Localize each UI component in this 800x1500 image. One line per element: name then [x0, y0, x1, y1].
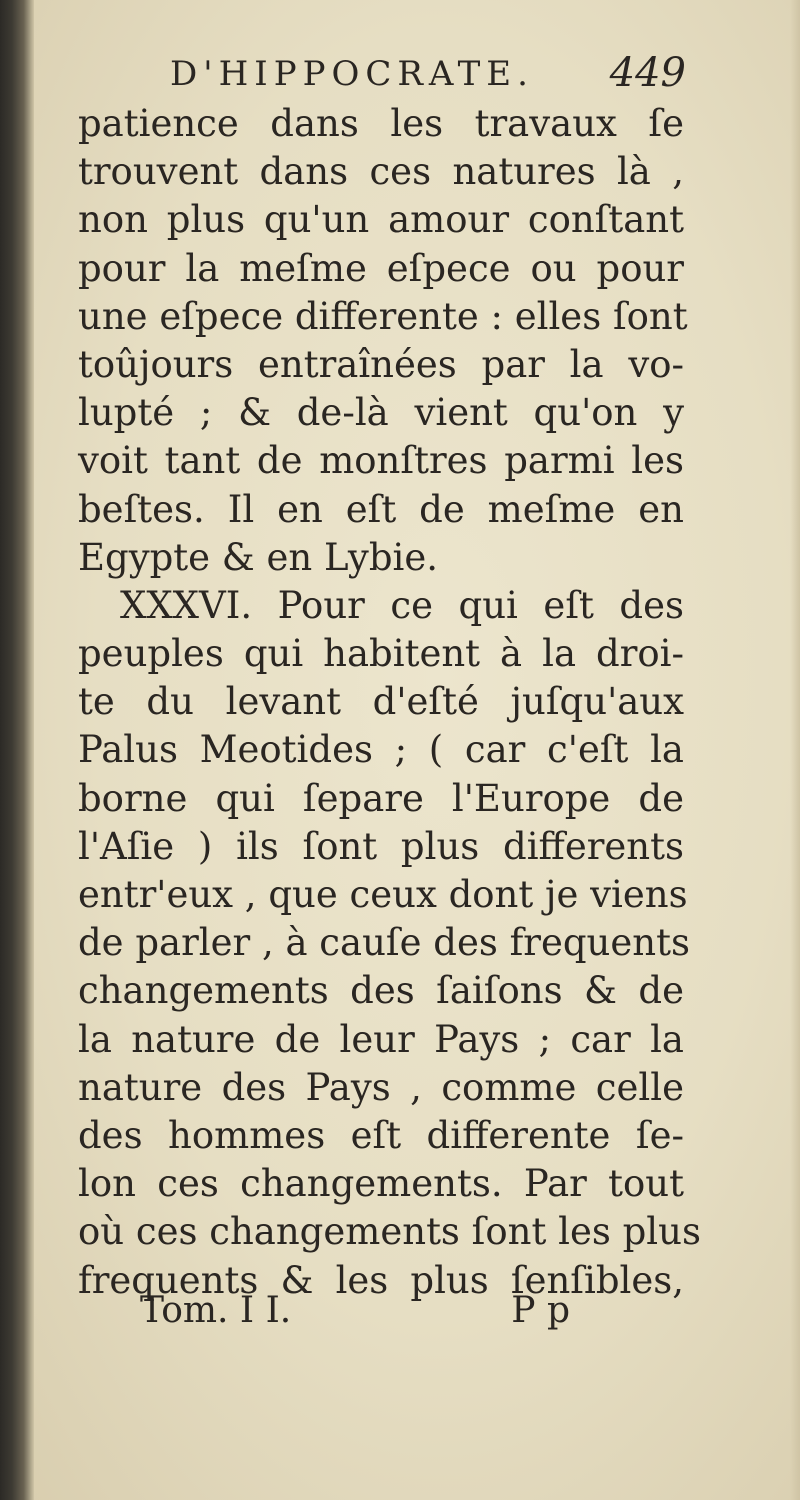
page-edge [790, 0, 800, 1500]
text-line: changements des ſaiſons & de [78, 969, 684, 1013]
text-line: frequents & les plus ſenſibles, [78, 1258, 684, 1302]
text-line: toûjours entraînées par la vo- [78, 342, 684, 386]
text-line: de parler , à cauſe des frequents [78, 921, 690, 965]
text-line: où ces changements ſont les plus [78, 1210, 701, 1254]
section-heading-line: XXXVI. Pour ce qui eſt des [120, 583, 684, 627]
text-line: la nature de leur Pays ; car la [78, 1017, 684, 1061]
page-number: 449 [609, 50, 686, 96]
text-line: des hommes eſt differente ſe- [78, 1113, 684, 1157]
book-gutter-shadow [0, 0, 34, 1500]
text-line: pour la meſme eſpece ou pour [78, 246, 684, 290]
text-line: voit tant de monſtres parmi les [78, 439, 684, 483]
text-line: Egypte & en Lybie. [78, 535, 438, 579]
page-header [80, 50, 686, 106]
text-line: lon ces changements. Par tout [78, 1162, 684, 1206]
signature-mark: P p [511, 1290, 570, 1331]
text-line: trouvent dans ces natures là , [78, 150, 684, 194]
text-line: patience dans les travaux ſe [78, 102, 684, 145]
text-line: lupté ; & de-là vient qu'on y [78, 391, 684, 435]
text-line: peuples qui habitent à la droi- [78, 632, 684, 676]
text-line: Palus Meotides ; ( car c'eſt la [78, 728, 684, 772]
text-line: l'Aſie ) ils ſont plus differents [78, 824, 684, 868]
volume-label: Tom. I I. [140, 1290, 292, 1331]
text-line: une eſpece differente : elles ſont [78, 294, 688, 338]
text-line: nature des Pays , comme celle [78, 1065, 684, 1109]
page-footer [140, 1290, 570, 1340]
running-head: D'HIPPOCRATE. [170, 54, 534, 94]
text-line: borne qui ſepare l'Europe de [78, 776, 684, 820]
text-line: non plus qu'un amour conſtant [78, 198, 684, 242]
text-line: entr'eux , que ceux dont je viens [78, 873, 688, 916]
text-line: beſtes. Il en eſt de meſme en [78, 487, 684, 531]
text-line: te du levant d'eſté juſqu'aux [78, 680, 684, 724]
body-text [78, 100, 701, 1305]
